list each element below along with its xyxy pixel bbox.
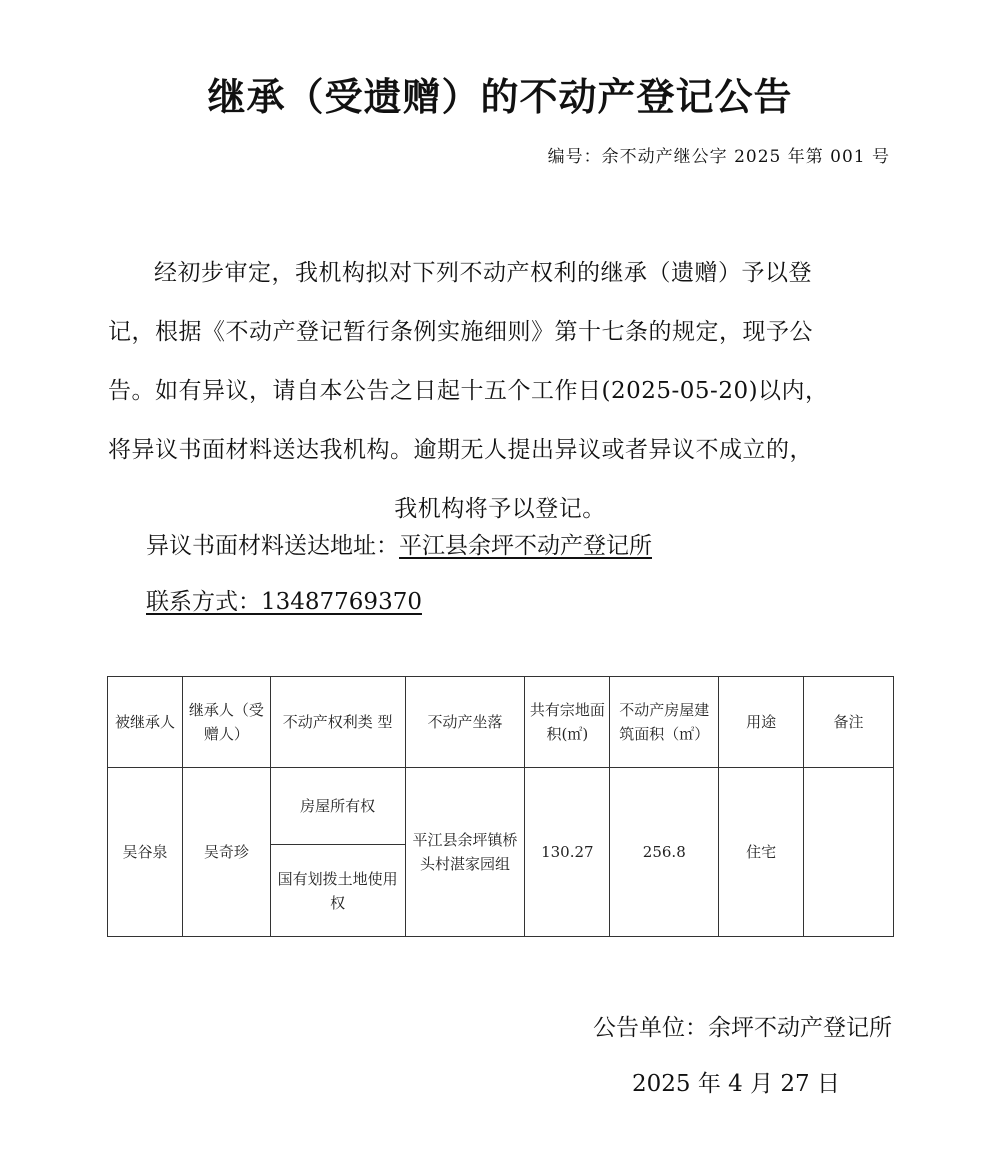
cell-usage: 住宅	[719, 768, 804, 937]
body-line-4: 将异议书面材料送达我机构。逾期无人提出异议或者异议不成立的，	[108, 437, 813, 463]
header-location: 不动产坐落	[405, 677, 525, 768]
issue-date: 2025 年 4 月 27 日	[632, 1071, 840, 1097]
cell-heir: 吴奇珍	[182, 768, 270, 937]
body-line-1: 经初步审定，我机构拟对下列不动产权利的继承（遗赠）予以登	[154, 260, 812, 286]
table-row	[108, 768, 894, 845]
cell-right-type-1: 房屋所有权	[270, 768, 405, 845]
objection-address	[146, 521, 652, 571]
body-line-3: 告。如有异议，请自本公告之日起十五个工作日(2025-05-20)以内，	[108, 378, 829, 404]
header-land-area: 共有宗地面积(㎡)	[525, 677, 610, 768]
property-table	[107, 676, 894, 937]
address-value: 平江县余坪不动产登记所	[399, 533, 652, 559]
header-remarks: 备注	[804, 677, 894, 768]
contact-info	[146, 577, 422, 627]
cell-right-type-2: 国有划拨土地使用权	[270, 845, 405, 937]
header-usage: 用途	[719, 677, 804, 768]
cell-land-area: 130.27	[525, 768, 610, 937]
issuing-unit: 公告单位：余坪不动产登记所	[593, 1015, 892, 1041]
table-header-row	[108, 677, 894, 768]
announcement-body	[108, 244, 892, 539]
contact-label: 联系方式：	[146, 589, 261, 615]
document-title: 继承（受遗赠）的不动产登记公告	[207, 75, 793, 119]
header-heir: 继承人（受赠人）	[182, 677, 270, 768]
header-decedent: 被继承人	[108, 677, 183, 768]
body-line-5: 我机构将予以登记。	[394, 496, 606, 522]
header-right-type: 不动产权利类 型	[270, 677, 405, 768]
body-line-2: 记，根据《不动产登记暂行条例实施细则》第十七条的规定，现予公	[108, 319, 813, 345]
header-building-area: 不动产房屋建筑面积（㎡）	[610, 677, 719, 768]
cell-building-area: 256.8	[610, 768, 719, 937]
cell-decedent: 吴谷泉	[108, 768, 183, 937]
cell-location: 平江县余坪镇桥头村湛家园组	[405, 768, 525, 937]
address-label: 异议书面材料送达地址：	[146, 533, 399, 559]
cell-remarks	[804, 768, 894, 937]
document-number: 编号：余不动产继公字 2025 年第 001 号	[547, 147, 890, 167]
contact-phone: 13487769370	[261, 589, 422, 615]
